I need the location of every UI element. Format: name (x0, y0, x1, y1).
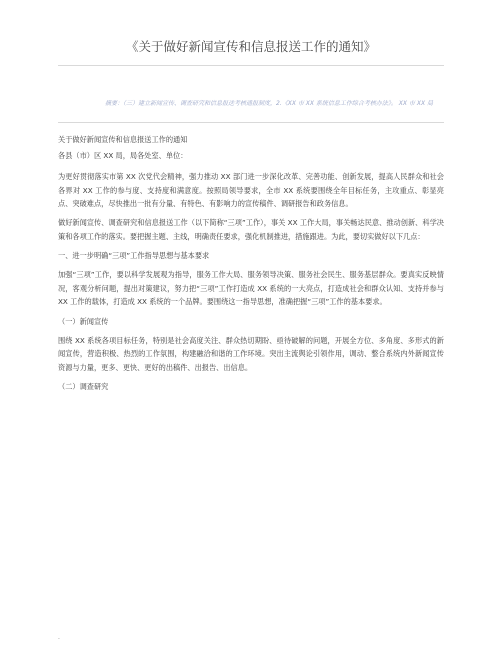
subsection-heading: （一）新闻宣传 (58, 316, 109, 326)
paragraph: 为更好贯彻落实市第 XX 次党代会精神，强力推动 XX 部门进一步深化改革、完善功能、创新发展，提高人民群众和社会各界对 XX 工作的参与度、支持度和满意度。按照局领导要求，全市 XX 系统要围绕全年目标任务，主攻重点、彰显亮点、突破难点，尽快推出一批有分量、有特色、有影响力的宣传稿件、调研报告和政务信息。 (58, 172, 444, 209)
paragraph: 围绕 XX 系统各项目标任务，特别是社会高度关注、群众热切期盼、亟待破解的问题，开展全方位、多角度、多形式的新闻宣传，营造积极、热烈的工作氛围，构建融洽和谐的工作环境。突出主流舆论引领作用，调动、整合系统内外新闻宣传资源与力量，更多、更快、更好的出稿件、出报告、出信息。 (58, 335, 444, 372)
summary-text: 摘要：（三）建立新闻宣传、调查研究和信息报送考核通报制度，2.《XX 市 XX 系统信息工作综合考核办法》。 XX 市 XX 局 (105, 100, 433, 107)
document-title: 《关于做好新闻宣传和信息报送工作的通知》 (125, 39, 376, 54)
summary-divider (58, 122, 444, 123)
title-divider (58, 65, 444, 66)
paragraph: 加强“三项”工作，要以科学发展观为指导，服务工作大局、服务领导决策、服务社会民生、服务基层群众。要真实反映情况，客观分析问题，提出对策建议，努力把“三项”工作打造成 XX 系统的一大亮点，打造成社会和群众认知、支持并参与 XX 工作的载体，打造成 XX 系统的一个品牌。要围绕这一指导思想，准确把握“三项”工作的基本要求。 (58, 270, 444, 307)
document-body (58, 133, 444, 399)
notice-title-line: 关于做好新闻宣传和信息报送工作的通知 (58, 135, 188, 144)
recipients-line: 各县（市）区 XX 局，局各处室、单位： (58, 150, 188, 160)
subsection-heading: （二）调查研究 (58, 381, 109, 391)
footer-mark: . (58, 634, 60, 641)
section-heading: 一、进一步明确“三项”工作指导思想与基本要求 (58, 251, 210, 261)
paragraph: 做好新闻宣传、调查研究和信息报送工作（以下简称“三项”工作），事关 XX 工作大局，事关畅达民意、推动创新、科学决策和各项工作的落实。要把握主题、主线，明确责任要求，强化机制推进，措施跟进。为此，要切实做好以下几点： (58, 218, 444, 242)
